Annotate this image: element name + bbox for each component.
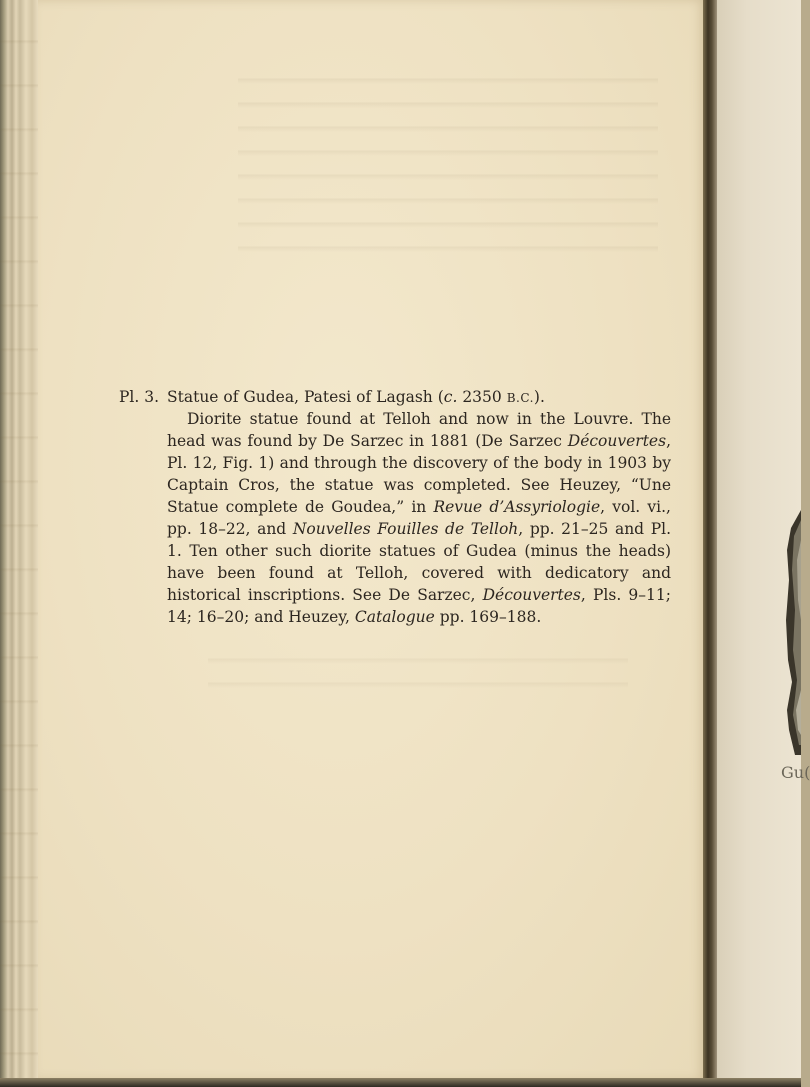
page-gutter xyxy=(703,0,717,1087)
body-segment-2: , Pl. 12, Fig. 1) and through the discovery of the body in 1903 by Captain Cros, the statue was completed. See Heuzey, “Une Statue complete de Goudea,” in xyxy=(167,432,671,516)
bottom-edge-shadow xyxy=(0,1078,801,1087)
body-segment-1: Diorite statue found at Telloh and now in the Louvre. The head was found by De Sarzec in 1881 (De Sarzec xyxy=(167,410,671,450)
caption-body xyxy=(167,408,671,628)
title-main: Statue of Gudea, Patesi of Lagash ( xyxy=(167,388,444,406)
plate-title xyxy=(167,386,545,409)
title-close: ). xyxy=(533,388,545,406)
body-segment-5: , Pls. 9–11; 14; 16–20; and Heuzey, xyxy=(167,586,671,626)
body-italic-1: Découvertes xyxy=(567,432,667,450)
body-segment-6: pp. 169–188. xyxy=(434,608,542,626)
show-through-text-lower xyxy=(208,640,628,700)
body-segment-3: , vol. vi., pp. 18–22, and xyxy=(167,498,671,538)
title-year: 2350 xyxy=(457,388,507,406)
body-italic-3: Nouvelles Fouilles de Telloh xyxy=(292,520,519,538)
show-through-text xyxy=(238,60,658,260)
body-italic-5: Catalogue xyxy=(354,608,435,626)
body-segment-4: , pp. 21–25 and Pl. 1. Ten other such diorite statues of Gudea (minus the heads) have been found at Telloh, covered with dedicatory and historical inscriptions. See De Sarzec, xyxy=(167,520,672,604)
statue-photo-fragment xyxy=(783,510,801,755)
title-era: B.C. xyxy=(506,391,534,405)
plate-number: Pl. 3. xyxy=(119,388,160,406)
adjacent-page-fragment-text: Gu( xyxy=(781,763,810,782)
body-italic-4: Découvertes xyxy=(482,586,581,604)
body-italic-2: Revue d’Assyriologie xyxy=(433,498,601,516)
title-circa: c. xyxy=(443,388,458,406)
